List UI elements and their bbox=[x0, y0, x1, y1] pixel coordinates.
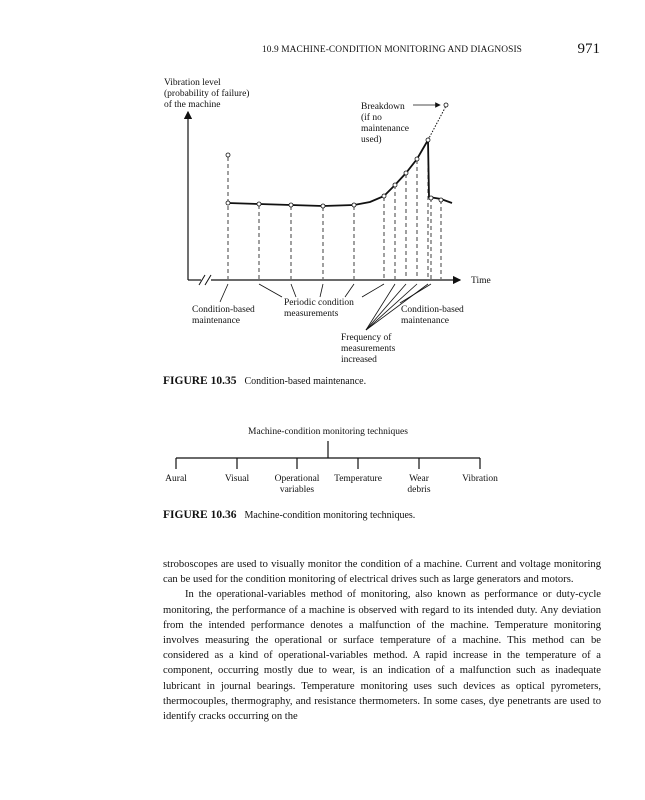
page-number: 971 bbox=[577, 41, 600, 57]
tree-node-wear-debris-line2: debris bbox=[407, 485, 431, 495]
y-axis-label bbox=[164, 78, 249, 110]
svg-text:measurements: measurements bbox=[341, 344, 396, 354]
axis-break-mark bbox=[205, 275, 211, 285]
svg-text:Condition-based: Condition-based bbox=[192, 305, 255, 315]
svg-text:maintenance: maintenance bbox=[401, 316, 450, 326]
section-title: 10.9 MACHINE-CONDITION MONITORING AND DIAGNOSIS bbox=[262, 45, 522, 55]
svg-text:maintenance: maintenance bbox=[361, 124, 410, 134]
right-maintenance-label bbox=[401, 305, 464, 326]
body-text bbox=[163, 557, 601, 724]
breakdown-label bbox=[361, 102, 409, 145]
svg-text:Breakdown: Breakdown bbox=[361, 102, 405, 112]
tree-node-aural: Aural bbox=[165, 474, 187, 484]
breakdown-extrapolation bbox=[428, 106, 446, 140]
caption-number: FIGURE 10.36 bbox=[163, 509, 237, 521]
paragraph: In the operational-variables method of monitoring, also known as performance or duty-cycle monitoring, the performance of a machine is observed with regard to its intended duty. Any deviation from the intended performance denotes a malfunction of the machine. Temperature monitoring involves measuring the operational or surface temperature of a machine. This method can be considered as a kind of operational-variables method. A rapid increase in the temperature of a component, occurring mostly due to wear, is an indication of a malfunction such as inadequate lubricant in journal bearings. Temperature monitoring uses such devices as optical pyrometers, thermocouples, thermography, and resistance thermometers. In some cases, dye penetrants are used to identify cracks occurring on the bbox=[163, 589, 601, 723]
measurement-dashes bbox=[228, 140, 441, 279]
svg-text:Vibration level: Vibration level bbox=[164, 78, 221, 88]
vibration-curve bbox=[228, 140, 452, 206]
tree-node-temperature: Temperature bbox=[334, 474, 382, 484]
svg-text:Periodic condition: Periodic condition bbox=[284, 298, 354, 308]
svg-text:used): used) bbox=[361, 135, 382, 145]
svg-text:measurements: measurements bbox=[284, 309, 339, 319]
svg-text:Frequency of: Frequency of bbox=[341, 333, 392, 343]
tree-node-operational-variables-line2: variables bbox=[279, 485, 315, 495]
tree-node-vibration: Vibration bbox=[462, 474, 498, 484]
figure-condition-based-maintenance bbox=[0, 0, 645, 380]
x-axis bbox=[188, 275, 460, 285]
svg-text:maintenance: maintenance bbox=[192, 316, 241, 326]
measurement-points bbox=[226, 103, 448, 208]
x-axis-label: Time bbox=[471, 276, 491, 286]
tree-node-operational-variables: Operational bbox=[274, 474, 320, 484]
figure-caption-10-36 bbox=[163, 509, 415, 521]
paragraph: stroboscopes are used to visually monitor the condition of a machine. Current and voltage monitoring can be used for the condition monitoring of electrical drives such as large generators and motors. bbox=[163, 559, 601, 586]
tree-connectors bbox=[176, 441, 480, 469]
caption-text: Machine-condition monitoring techniques. bbox=[244, 510, 416, 521]
tree-node-visual: Visual bbox=[224, 474, 250, 484]
figure-caption-10-35 bbox=[163, 375, 366, 387]
svg-text:(probability of failure): (probability of failure) bbox=[164, 89, 250, 99]
caption-text: Condition-based maintenance. bbox=[244, 376, 367, 387]
left-maintenance-label bbox=[192, 305, 255, 326]
frequency-increased-label bbox=[341, 332, 396, 365]
svg-text:Condition-based: Condition-based bbox=[401, 305, 464, 315]
svg-text:increased: increased bbox=[341, 355, 377, 365]
figure-monitoring-techniques-tree bbox=[0, 420, 645, 510]
svg-text:(if no: (if no bbox=[361, 113, 382, 123]
caption-number: FIGURE 10.35 bbox=[163, 375, 237, 387]
tree-root-label: Machine-condition monitoring techniques bbox=[248, 427, 408, 437]
periodic-measurements-label bbox=[284, 298, 354, 319]
svg-text:of the machine: of the machine bbox=[164, 100, 221, 110]
tree-node-wear-debris: Wear bbox=[409, 474, 429, 484]
